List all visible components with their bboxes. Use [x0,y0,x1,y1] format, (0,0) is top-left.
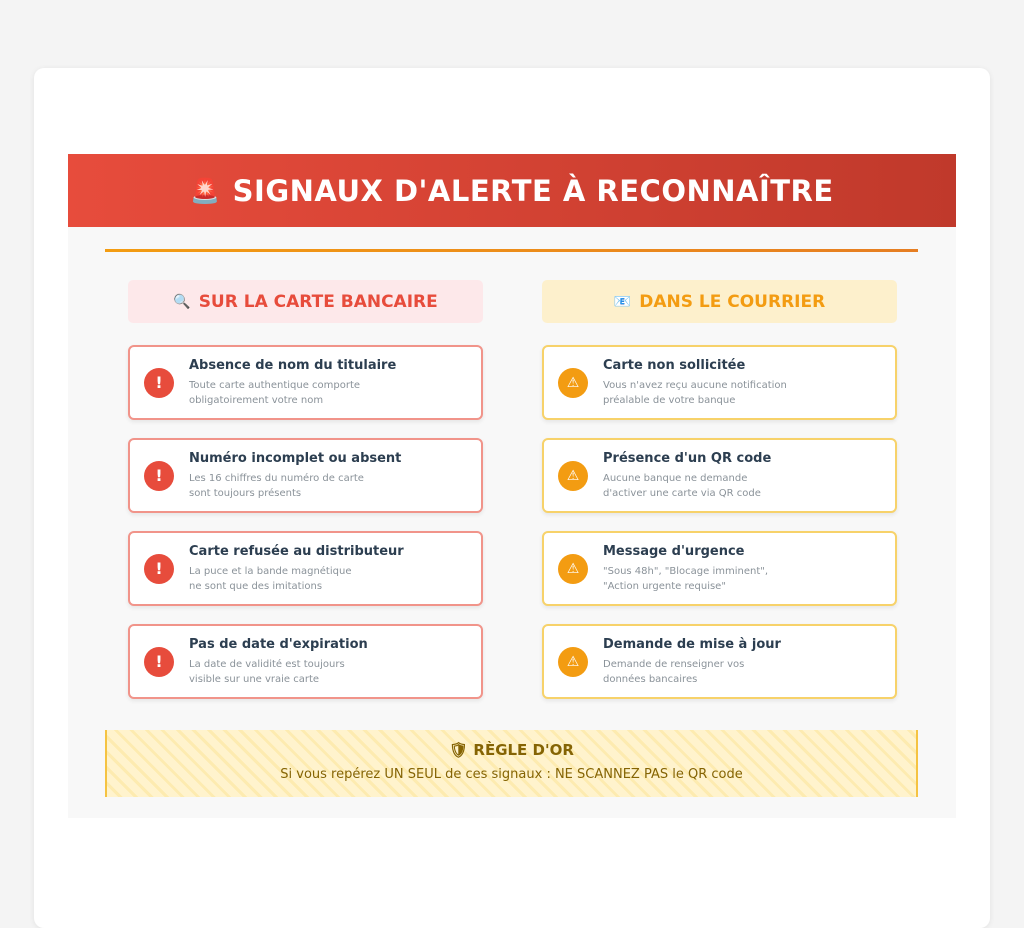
exclamation-icon: ! [144,647,174,677]
alert-panel [68,154,956,818]
alert-title: Numéro incomplet ou absent [189,450,402,466]
alert-title: Pas de date d'expiration [189,636,368,652]
alert-description: Vous n'avez reçu aucune notification préalable de votre banque [603,379,787,406]
divider [105,249,918,252]
alert-card [542,624,897,699]
warning-icon: ⚠ [558,368,588,398]
column-title: SUR LA CARTE BANCAIRE [198,291,438,312]
envelope-icon: 📧 [613,293,632,310]
alert-description: Les 16 chiffres du numéro de carte sont toujours présents [189,472,364,499]
alert-description: La puce et la bande magnétique ne sont que des imitations [189,565,352,592]
alert-card [542,531,897,606]
alert-description: La date de validité est toujours visible sur une vraie carte [189,658,345,685]
alert-card [128,345,483,420]
panel-title: SIGNAUX D'ALERTE À RECONNAÎTRE [232,173,834,208]
alert-title: Carte refusée au distributeur [189,543,404,559]
alert-description: Aucune banque ne demande d'activer une carte via QR code [603,472,761,499]
panel-header [68,154,956,227]
shield-icon: 🛡 [449,741,469,759]
card-column [128,280,483,699]
siren-icon: 🚨 [190,176,221,205]
alert-card [542,345,897,420]
exclamation-icon: ! [144,554,174,584]
warning-icon: ⚠ [558,647,588,677]
warning-icon: ⚠ [558,461,588,491]
alert-title: Message d'urgence [603,543,745,559]
column-header-mail [542,280,897,323]
rule-title: RÈGLE D'OR [473,741,574,759]
alert-title: Présence d'un QR code [603,450,772,466]
warning-icon: ⚠ [558,554,588,584]
column-header-card [128,280,483,323]
alert-card [128,438,483,513]
alert-description: "Sous 48h", "Blocage imminent", "Action urgente requise" [603,565,769,592]
golden-rule-box [105,730,918,797]
alert-card [128,624,483,699]
alert-title: Carte non sollicitée [603,357,746,373]
column-title: DANS LE COURRIER [639,291,826,312]
alert-description: Demande de renseigner vos données bancaires [603,658,745,685]
exclamation-icon: ! [144,368,174,398]
mail-column [542,280,897,699]
rule-text: Si vous repérez UN SEUL de ces signaux : NE SCANNEZ PAS le QR code [280,767,743,782]
alert-description: Toute carte authentique comporte obligatoirement votre nom [189,379,361,406]
alert-card [128,531,483,606]
alert-title: Demande de mise à jour [603,636,781,652]
magnifier-icon: 🔍 [173,293,191,310]
exclamation-icon: ! [144,461,174,491]
alert-card [542,438,897,513]
alert-title: Absence de nom du titulaire [189,357,397,373]
